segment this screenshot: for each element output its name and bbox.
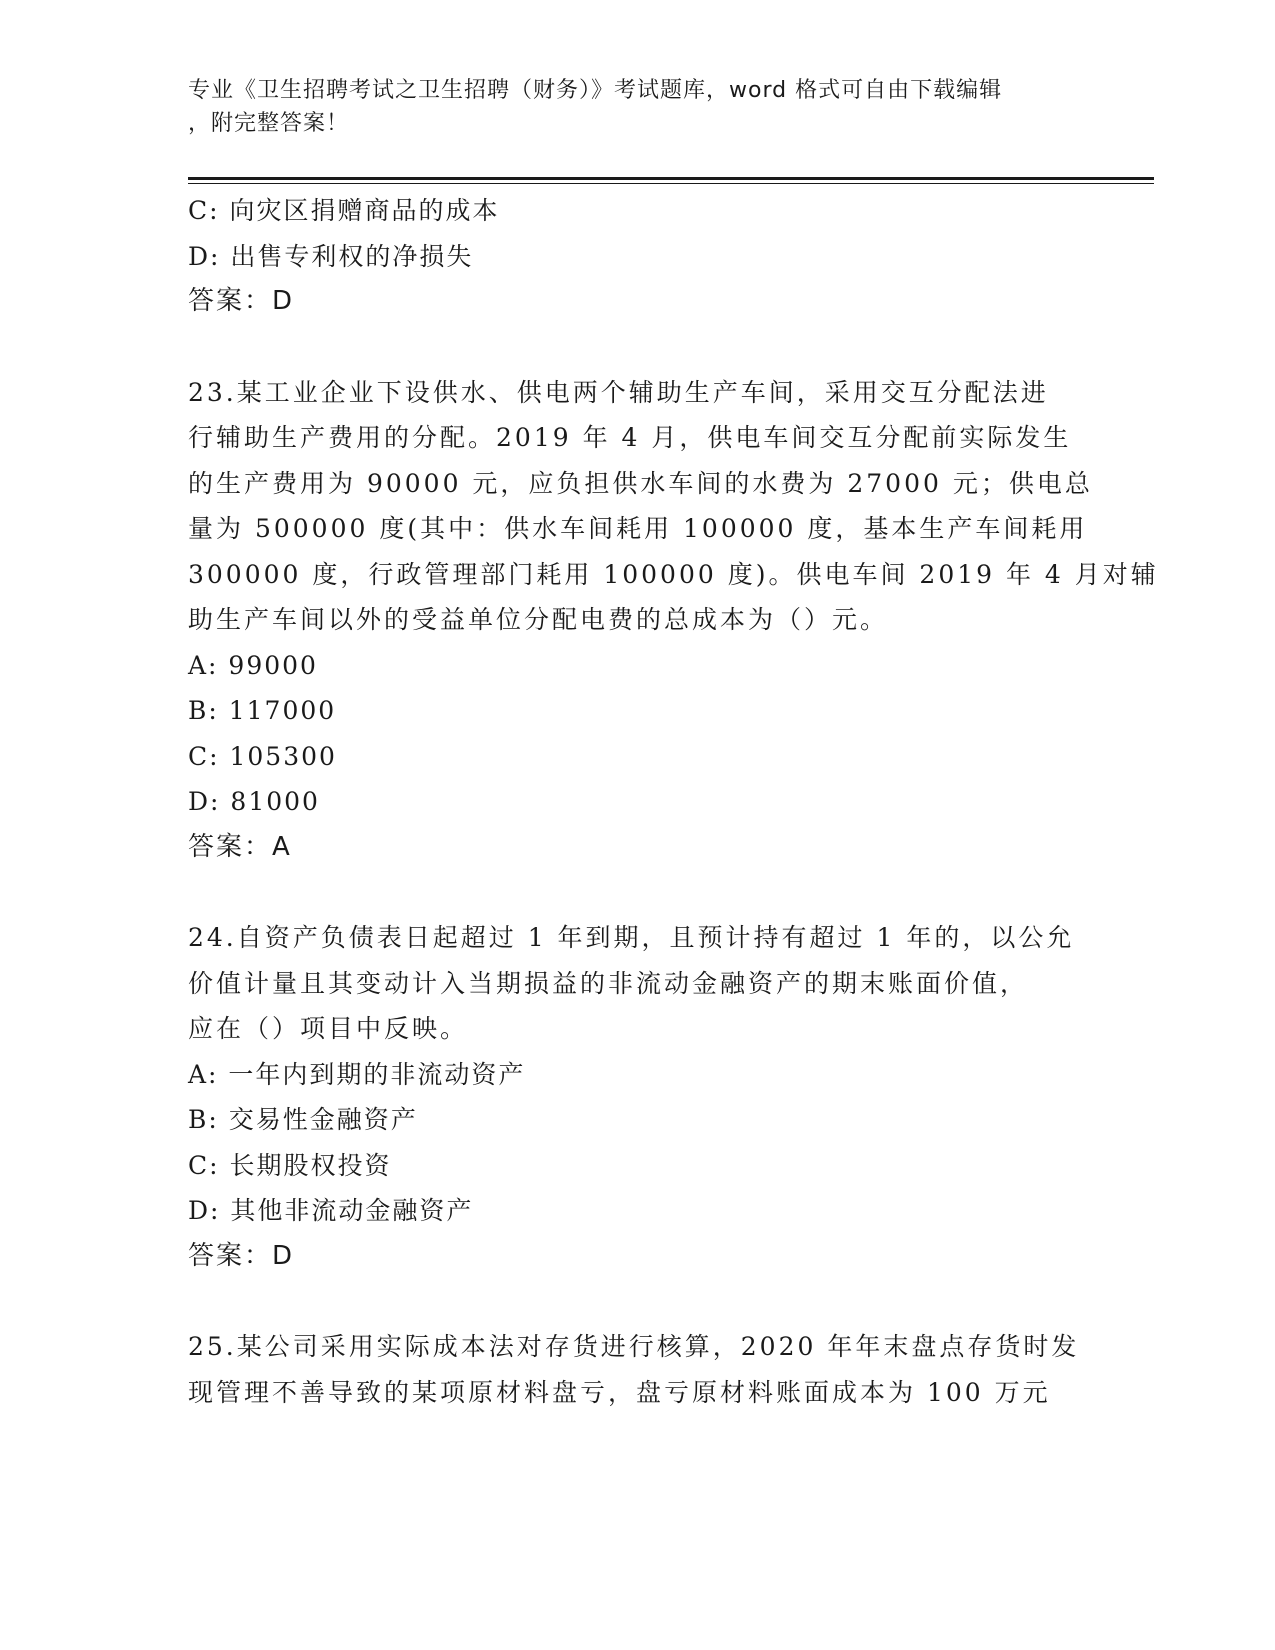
option-a: A: 99000 [188, 650, 318, 680]
question-23 [188, 370, 1159, 871]
option-c: C: 向灾区捐赠商品的成本 [188, 196, 500, 225]
stem-line: 现管理不善导致的某项原材料盘亏，盘亏原材料账面成本为 100 万元 [188, 1377, 1051, 1407]
stem-line: 300000 度，行政管理部门耗用 100000 度)。供电车间 2019 年 4 月对辅 [188, 559, 1159, 589]
question-stem [188, 1324, 1088, 1415]
previous-question-tail [188, 188, 1088, 325]
option-c: C: 105300 [188, 741, 337, 771]
question-24 [188, 915, 1088, 1279]
header-line-1: 专业《卫生招聘考试之卫生招聘（财务）》考试题库，word 格式可自由下载编辑 [188, 78, 1003, 103]
stem-line: 25.某公司采用实际成本法对存货进行核算，2020 年年末盘点存货时发 [188, 1332, 1080, 1361]
stem-line: 助生产车间以外的受益单位分配电费的总成本为（）元。 [188, 605, 889, 634]
option-a: A: 一年内到期的非流动资产 [188, 1059, 526, 1089]
option-d: D: 出售专利权的净损失 [188, 241, 474, 271]
spacer [188, 325, 1088, 370]
stem-line: 应在（）项目中反映。 [188, 1014, 469, 1043]
stem-line: 24.自资产负债表日起超过 1 年到期，且预计持有超过 1 年的，以公允 [188, 923, 1075, 952]
option-d: D: 81000 [188, 787, 320, 816]
answer-line: 答案：D [188, 286, 295, 316]
stem-line: 行辅助生产费用的分配。2019 年 4 月，供电车间交互分配前实际发生 [188, 423, 1072, 452]
option-b: B: 117000 [188, 696, 337, 725]
stem-line: 的生产费用为 90000 元，应负担供水车间的水费为 27000 元；供电总 [188, 468, 1093, 498]
question-stem [188, 915, 1088, 1052]
question-content [188, 188, 1159, 1415]
stem-line: 量为 500000 度(其中：供水车间耗用 100000 度，基本生产车间耗用 [188, 514, 1088, 543]
spacer [188, 870, 1088, 915]
answer-line: 答案：A [188, 831, 292, 862]
spacer [188, 1279, 1088, 1324]
option-d: D: 其他非流动金融资产 [188, 1196, 474, 1225]
header-divider-thin [188, 183, 1154, 184]
option-b: B: 交易性金融资产 [188, 1105, 418, 1134]
stem-line: 价值计量且其变动计入当期损益的非流动金融资产的期末账面价值， [188, 968, 1029, 998]
answer-line: 答案：D [188, 1240, 295, 1271]
option-c: C: 长期股权投资 [188, 1150, 392, 1180]
question-25 [188, 1324, 1088, 1415]
question-stem [188, 370, 1159, 643]
page-header [188, 74, 1078, 140]
stem-line: 23.某工业企业下设供水、供电两个辅助生产车间，采用交互分配法进 [188, 377, 1049, 407]
header-divider-thick [188, 177, 1154, 180]
header-line-2: ，附完整答案！ [188, 111, 350, 136]
